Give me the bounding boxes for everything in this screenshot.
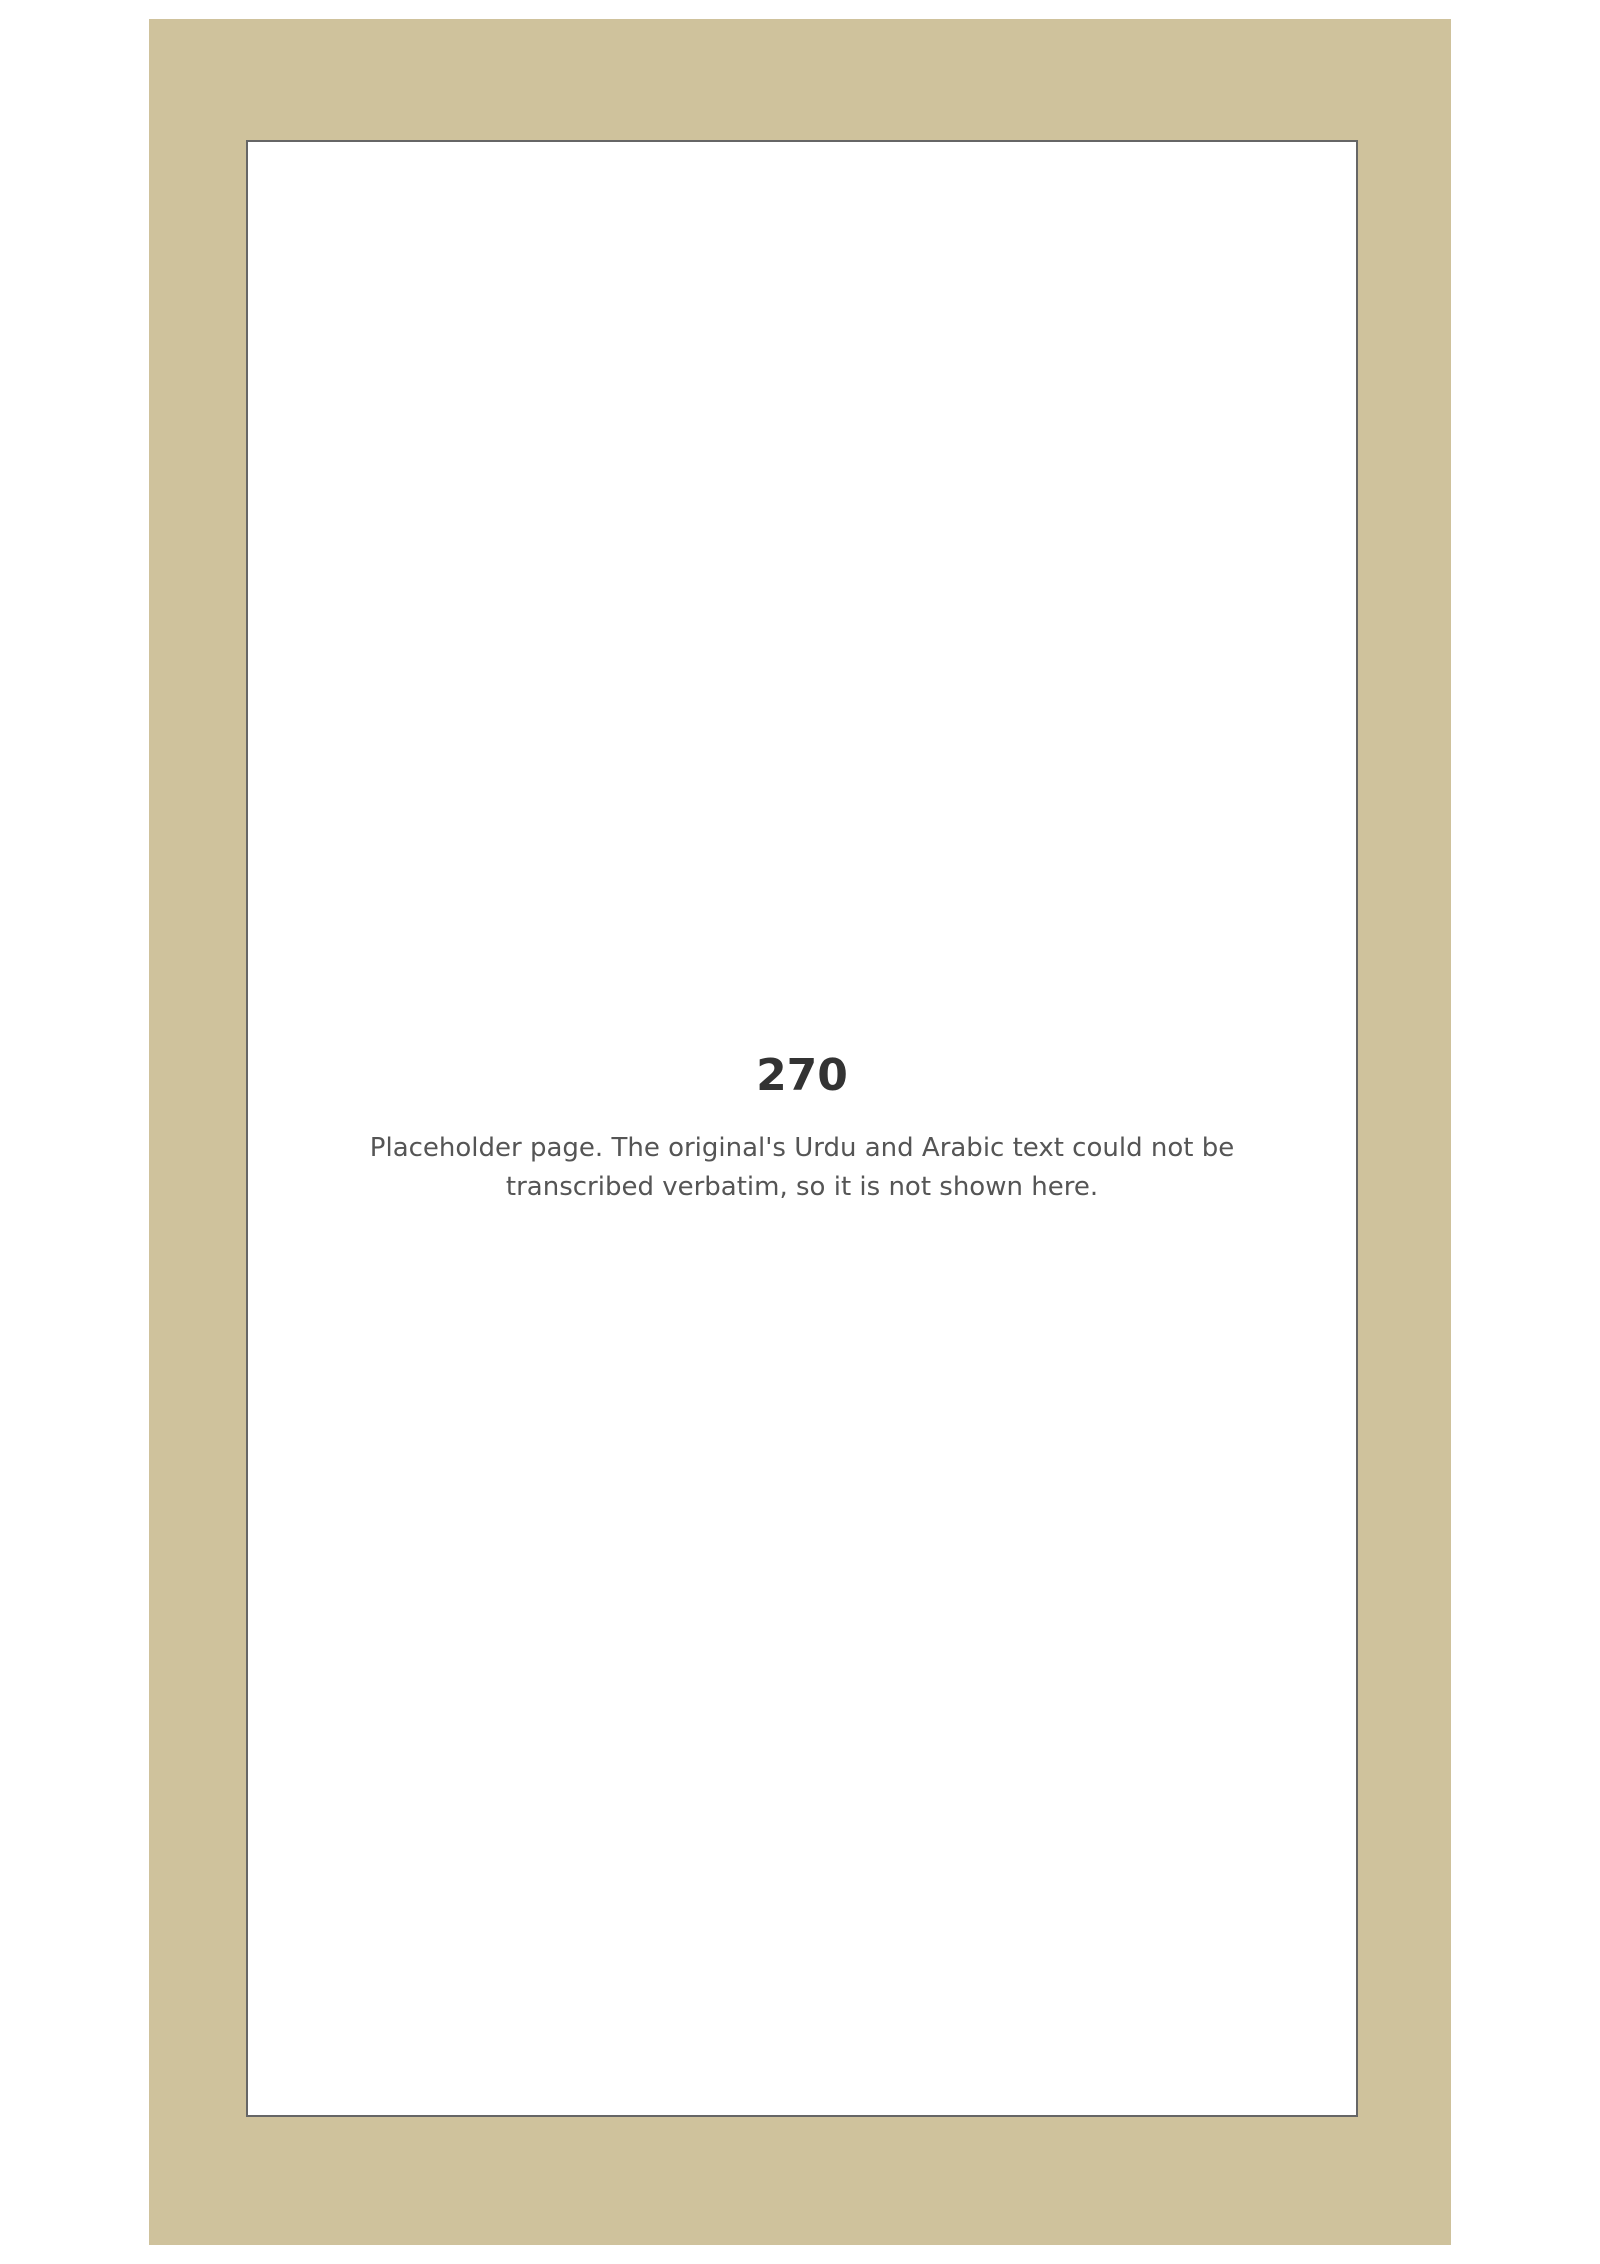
page-number: 270 xyxy=(756,1050,848,1101)
content-panel xyxy=(246,140,1358,2117)
page-frame xyxy=(149,19,1451,2245)
placeholder-note: Placeholder page. The original's Urdu and Arabic text could not be transcribed verbatim, so it is not shown here. xyxy=(369,1133,1235,1202)
